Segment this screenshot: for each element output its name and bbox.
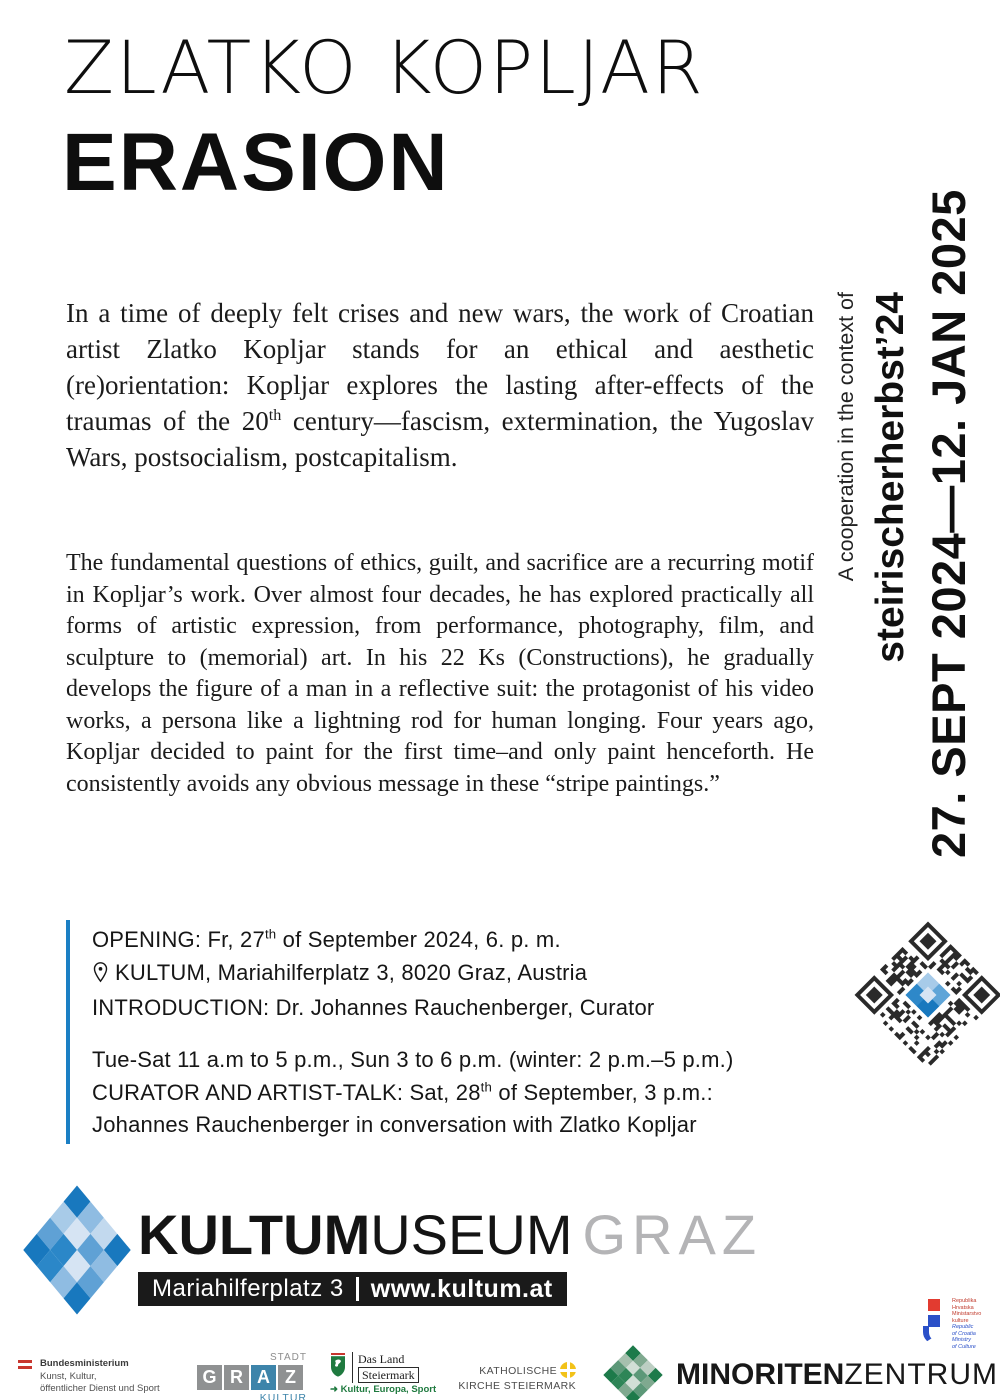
- talk-superscript: th: [480, 1079, 493, 1095]
- bundesministerium-logo: [18, 1358, 160, 1396]
- graz-square-g: G: [197, 1365, 222, 1390]
- talk-text-after: of September, 3 p.m.:: [492, 1079, 713, 1105]
- kirche-line1: [436, 1362, 576, 1379]
- graz-square-a: A: [251, 1365, 276, 1390]
- steiermark-departments: [330, 1384, 436, 1395]
- graz-letter-squares: [197, 1365, 307, 1390]
- croatia-ministry-text: [952, 1298, 981, 1350]
- bund-text: [40, 1358, 160, 1396]
- croatia-comma-icon: [923, 1326, 935, 1344]
- location-pin-icon: [92, 960, 109, 993]
- graz-kultur-label: KULTUR: [259, 1392, 307, 1400]
- bund-row: [18, 1358, 160, 1396]
- steiermark-arrow-icon: ➜: [330, 1384, 338, 1395]
- kirche-line1-text: KATHOLISCHE: [479, 1365, 557, 1377]
- croatia-text-en: Republic of Croatia Ministry of Culture: [952, 1324, 976, 1350]
- minoriten-bold: MINORITEN: [676, 1358, 845, 1391]
- opening-details: [92, 924, 654, 1025]
- festival-name: steirischerherbst’24: [869, 292, 912, 663]
- stadt-graz-logo: [197, 1352, 307, 1400]
- address-bar: [138, 1272, 567, 1306]
- kultum-diamond-logo: [22, 1184, 132, 1316]
- artist-talk-line: [92, 1077, 733, 1110]
- sidebar-rotated-strip: [833, 189, 985, 858]
- kultum-mosaic-grid: [23, 1186, 130, 1315]
- museum-website: www.kultum.at: [370, 1274, 553, 1303]
- minoriten-light: ZENTRUM: [844, 1358, 998, 1391]
- steiermark-logo: [330, 1352, 419, 1383]
- bund-ministry: Bundesministerium: [40, 1358, 129, 1369]
- address-bar-divider: [356, 1277, 359, 1301]
- minoritenzentrum-wordmark: [676, 1358, 1000, 1392]
- graz-square-z: Z: [278, 1365, 303, 1390]
- steiermark-land: Das Land: [358, 1352, 405, 1366]
- introduction-line: INTRODUCTION: Dr. Johannes Rauchenberger, Curator: [92, 995, 655, 1020]
- kultum-wordmark: [138, 1202, 762, 1267]
- p1-superscript: th: [268, 406, 282, 424]
- intro-paragraph-2: The fundamental questions of ethics, guilt, and sacrifice are a recurring motif in Kopljar’s work. Over almost four decades, he has explored practically all forms of artistic expression, from performance, photography, film, and sculpture to (memorial) art. In his 22 Ks (Constructions), he gradually develops the figure of a man in a reflective suit: the protagonist of his video works, a persona like a lightning rod for human longing. Four years ago, Kopljar decided to paint for the first time–and only paint henceforth. He consistently avoids any obvious message in these “stripe paintings.”: [66, 550, 814, 797]
- detail-accent-rule: [66, 920, 70, 1144]
- wordmark-useum: USEUM: [370, 1203, 573, 1266]
- steiermark-state: Steiermark: [358, 1367, 419, 1383]
- museum-address: Mariahilferplatz 3: [152, 1275, 344, 1302]
- kirche-sun-cross-icon: [560, 1362, 576, 1378]
- p1-text-after: century—fascism, extermination, the Yugoslav Wars, postsocialism, postcapitalism.: [66, 406, 814, 472]
- opening-superscript: th: [264, 926, 277, 942]
- intro-paragraph-1: [66, 295, 814, 475]
- qr-code: [853, 920, 1000, 1070]
- bund-dept1: Kunst, Kultur,: [40, 1370, 97, 1382]
- hours-and-talk-details: [92, 1044, 733, 1142]
- kirche-line2: KIRCHE STEIERMARK: [458, 1380, 576, 1392]
- cooperation-note: A cooperation in the context of: [834, 292, 858, 582]
- p1-text: In a time of deeply felt crises and new wars, the work of Croatian artist Zlatko Kopljar stands for an ethical and aesthetic (re)orientation: Kopljar explores the lasting after-effects of the traumas of the 20: [66, 298, 814, 436]
- location-text: KULTUM, Mariahilferplatz 3, 8020 Graz, Austria: [115, 959, 588, 985]
- katholische-kirche-logo: [436, 1362, 576, 1394]
- opening-line: [92, 924, 654, 957]
- bund-dept2: öffentlicher Dienst und Sport: [40, 1383, 160, 1394]
- minoriten-mosaic-grid: [603, 1345, 662, 1400]
- steiermark-shield-icon: [330, 1352, 346, 1383]
- opening-hours-line: Tue-Sat 11 a.m to 5 p.m., Sun 3 to 6 p.m. (winter: 2 p.m.–5 p.m.): [92, 1047, 734, 1072]
- croatia-red-square: [928, 1299, 940, 1311]
- wordmark-graz: GRAZ: [582, 1203, 763, 1266]
- location-line: [92, 957, 654, 993]
- croatia-text-hr: Republika Hrvatska Ministarstvo kulture: [952, 1298, 982, 1324]
- qr-code-canvas: [854, 921, 1000, 1068]
- talk-text: CURATOR AND ARTIST-TALK: Sat, 28: [92, 1079, 481, 1105]
- steiermark-text: [352, 1352, 419, 1383]
- exhibition-dates: 27. SEPT 2024—12. JAN 2025: [922, 189, 975, 858]
- graz-square-r: R: [224, 1365, 249, 1390]
- wordmark-kultum: KULTUM: [138, 1203, 371, 1266]
- exhibition-title: ERASION: [62, 117, 450, 208]
- opening-text: OPENING: Fr, 27: [92, 927, 265, 952]
- steiermark-depts-text: Kultur, Europa, Sport: [340, 1384, 437, 1395]
- artist-name: ZLATKO KOPLJAR: [64, 26, 705, 111]
- opening-text-after: of September 2024, 6. p. m.: [276, 927, 561, 952]
- talk-conversation-line: Johannes Rauchenberger in conversation with Zlatko Kopljar: [92, 1112, 697, 1137]
- austria-flag-icon: [18, 1360, 32, 1369]
- graz-stadt-label: STADT: [269, 1352, 307, 1363]
- minoriten-diamond-logo: [602, 1344, 664, 1400]
